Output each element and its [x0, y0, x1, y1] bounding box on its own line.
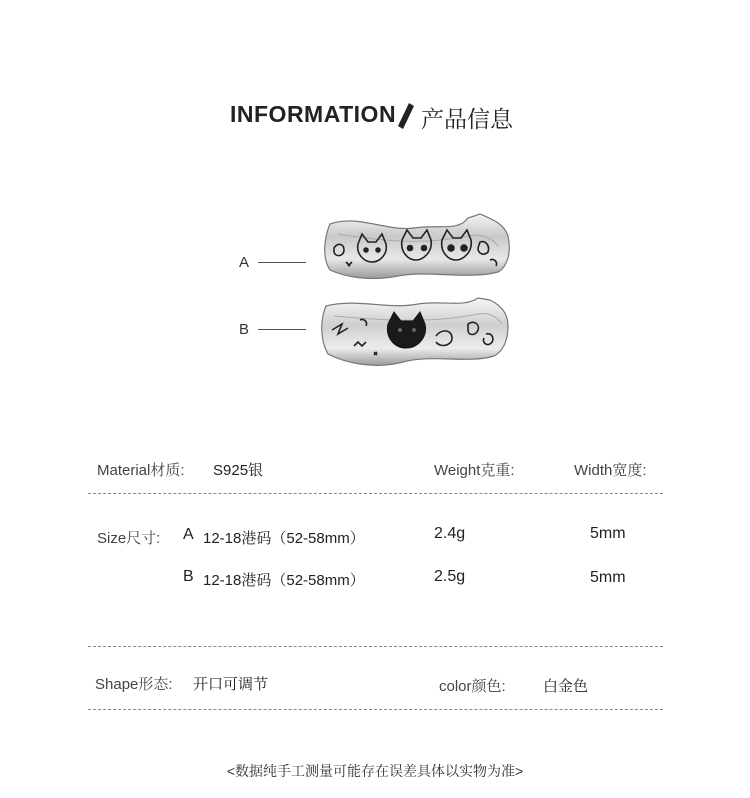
ring-a-pointer	[258, 262, 306, 263]
divider	[88, 709, 663, 710]
ring-b-label: B	[239, 321, 250, 338]
ring-a-image	[318, 210, 514, 290]
ring-b-image	[318, 290, 514, 376]
row-a-size: 12-18港码（52-58mm）	[203, 530, 365, 547]
row-b-variant: B	[183, 568, 194, 585]
divider	[88, 493, 663, 494]
shape-value: 开口可调节	[193, 676, 269, 693]
row-a-width: 5mm	[590, 525, 626, 542]
title-cn: 产品信息	[421, 107, 513, 133]
row-b-size: 12-18港码（52-58mm）	[203, 572, 365, 589]
ring-b-pointer	[258, 329, 306, 330]
weight-label: Weight克重:	[434, 462, 515, 479]
width-label: Width宽度:	[574, 462, 647, 479]
shape-label: Shape形态:	[95, 676, 173, 693]
color-value: 白金色	[543, 678, 589, 695]
row-a-variant: A	[183, 526, 194, 543]
row-b-width: 5mm	[590, 569, 626, 586]
size-label: Size尺寸:	[97, 530, 161, 547]
material-value: S925银	[213, 462, 264, 479]
material-label: Material材质:	[97, 462, 185, 479]
row-b-weight: 2.5g	[434, 568, 466, 585]
title-en: INFORMATION	[230, 101, 397, 127]
slash-icon	[398, 103, 414, 129]
divider	[88, 646, 663, 647]
color-label: color颜色:	[439, 678, 506, 695]
footer-note: <数据纯手工测量可能存在误差具体以实物为准>	[226, 763, 524, 779]
row-a-weight: 2.4g	[434, 525, 466, 542]
ring-a-label: A	[239, 254, 250, 271]
